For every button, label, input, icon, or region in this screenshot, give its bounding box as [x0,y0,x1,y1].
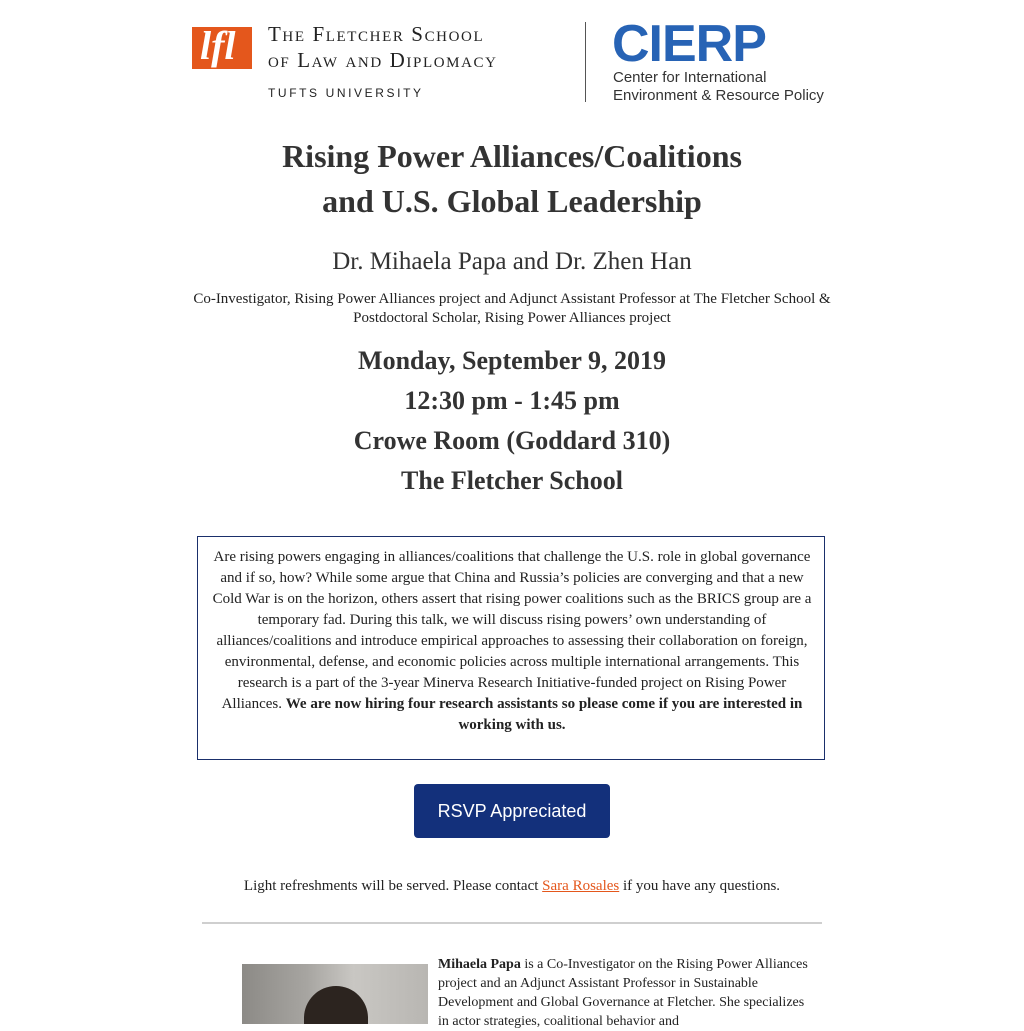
contact-link[interactable]: Sara Rosales [542,878,620,894]
abstract-text [208,547,816,736]
speakers: Dr. Mihaela Papa and Dr. Zhen Han [332,248,692,275]
abstract-body: Are rising powers engaging in alliances/coalitions that challenge the U.S. role in global governance and if so, how? While some argue that China and Russia’s policies are converging and that a new Cold War is on the horizon, others assert that rising power coalitions such as the BRICS group are a temporary fad. During this talk, we will discuss rising powers’ own understanding of alliances/coalitions and introduce empirical approaches to assessing their collaboration on foreign, environmental, defense, and economic policies across multiple international arrangements. This research is a part of the 3-year Minerva Research Initiative-funded project on Rising Power Alliances. [212,549,812,712]
cierp-subtitle-line1: Center for International [613,69,767,86]
fletcher-name-line2: of Law and Diplomacy [268,48,498,72]
speaker-affiliation: Co-Investigator, Rising Power Alliances project and Adjunct Assistant Professor at The Fletcher School & Postdoctoral Scholar, Rising Power Alliances project [193,291,831,326]
refreshments-note: Light refreshments will be served. Please contact Sara Rosales if you have any questions. [243,878,781,894]
speaker-photo-figure [304,986,368,1024]
cierp-logo [612,15,842,108]
abstract-box [197,536,825,760]
fletcher-school-logo [192,22,582,102]
tufts-university-label: TUFTS UNIVERSITY [268,86,424,100]
event-title-line2: and U.S. Global Leadership [322,183,702,219]
logo-divider [585,22,586,102]
speaker-photo [242,964,428,1024]
event-time: 12:30 pm - 1:45 pm [404,386,620,415]
fletcher-name-line1: The Fletcher School [268,22,485,46]
cierp-wordmark: CIERP [612,15,766,73]
event-school: The Fletcher School [401,466,623,495]
event-title-line1: Rising Power Alliances/Coalitions [282,138,742,174]
event-room: Crowe Room (Goddard 310) [353,426,671,455]
abstract-hiring-note: We are now hiring four research assistants so please come if you are interested in working with us. [285,696,803,733]
bio-text: is a Co-Investigator on the Rising Power Alliances project and an Adjunct Assistant Professor in Sustainable Development and Global Governance at Fletcher. She specializes in actor strategies, coalitional behavior and [438,957,808,1029]
speaker-bio [438,955,808,1031]
rsvp-button[interactable]: RSVP Appreciated [414,784,610,838]
fletcher-mark-icon: lfl [192,27,252,69]
cierp-subtitle-line2: Environment & Resource Policy [613,87,824,104]
section-divider [202,922,822,924]
bio-name: Mihaela Papa [438,957,521,972]
event-date: Monday, September 9, 2019 [358,346,666,375]
